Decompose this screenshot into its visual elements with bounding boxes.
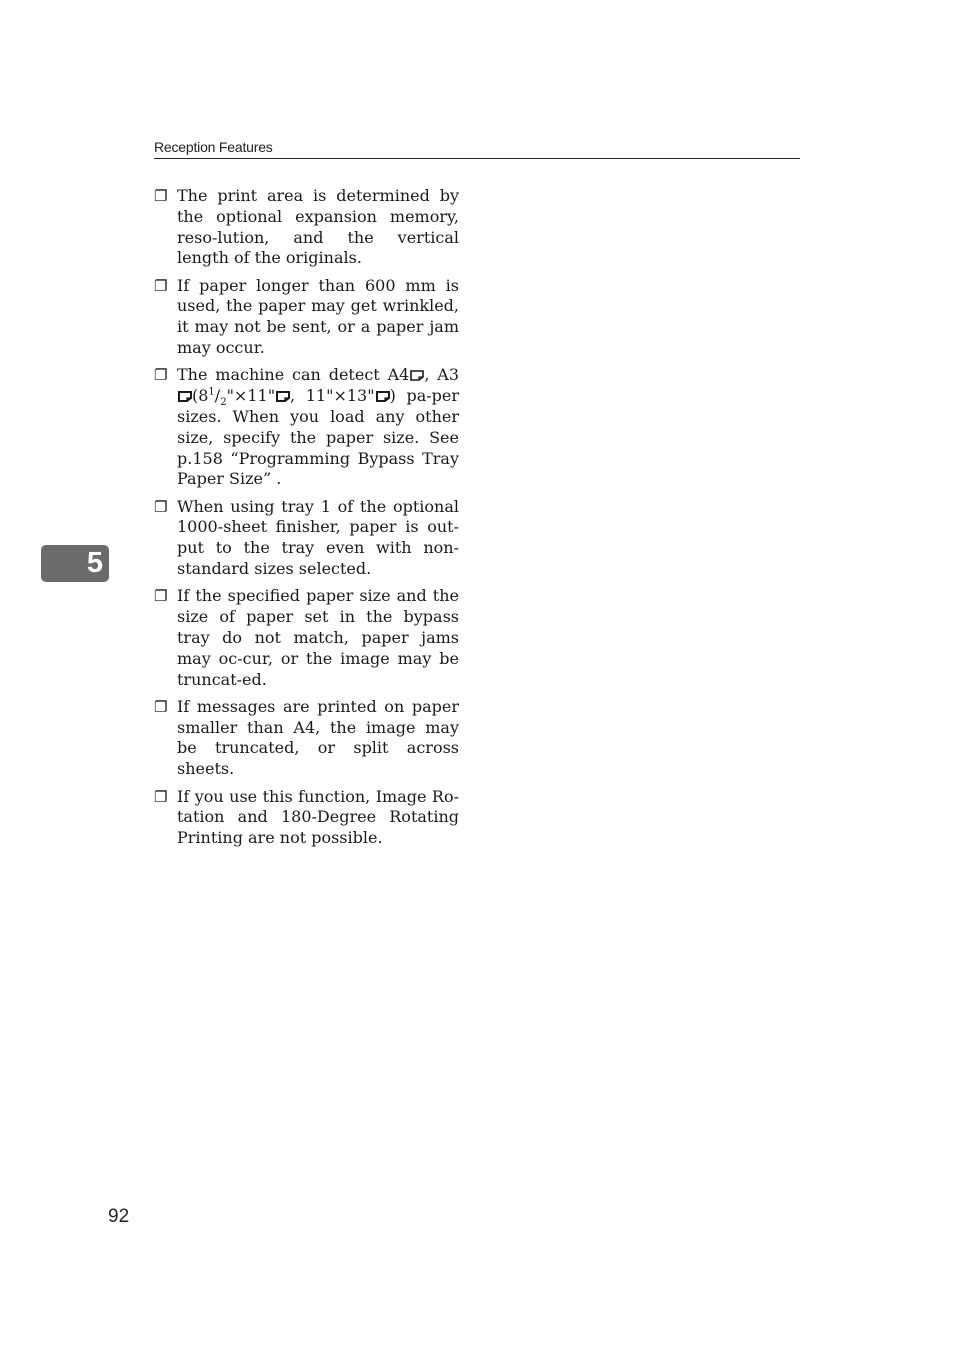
checkbox-bullet-icon: ❐ <box>154 276 168 295</box>
checkbox-bullet-icon: ❐ <box>154 697 168 716</box>
note-item <box>154 586 459 690</box>
portrait-orientation-icon <box>410 370 424 381</box>
checkbox-bullet-icon: ❐ <box>154 587 168 606</box>
checkbox-bullet-icon: ❐ <box>154 187 168 205</box>
landscape-orientation-icon <box>276 391 290 402</box>
checkbox-bullet-icon: ❐ <box>154 787 168 806</box>
page-number: 92 <box>108 1206 130 1227</box>
checkbox-bullet-icon: ❐ <box>154 366 168 385</box>
note-item <box>154 697 459 780</box>
note-text: If you use this function, Image Ro-tation and 180-Degree Rotating Printing are not possible. <box>177 786 459 848</box>
note-text: If messages are printed on paper smaller than A4, the image may be truncated, or split across sheets. <box>177 696 459 779</box>
landscape-orientation-icon <box>178 391 192 402</box>
note-item <box>154 276 459 359</box>
landscape-orientation-icon <box>376 391 390 402</box>
note-text: If paper longer than 600 mm is used, the paper may get wrinkled, it may not be sent, or a paper jam may occur. <box>177 275 459 358</box>
chapter-number: 5 <box>86 547 103 579</box>
header-rule <box>154 158 800 159</box>
note-text: If the specified paper size and the size of paper set in the bypass tray do not match, paper jams may oc-cur, or the image may be truncat-ed. <box>177 586 459 689</box>
note-item <box>154 787 459 849</box>
running-header: Reception Features <box>154 139 273 155</box>
checkbox-bullet-icon: ❐ <box>154 497 168 516</box>
note-item <box>154 365 459 490</box>
note-item <box>154 497 459 580</box>
notes-list <box>154 186 459 855</box>
note-text: The machine can detect A4 , A3 ($8^1/_2"\times 11$" , 11"×13" ) pa-per sizes. When you load any other size, specify the paper size. See p.158 “Programming Bypass Tray Paper Size” . <box>177 365 459 489</box>
note-text: When using tray 1 of the optional 1000-sheet finisher, paper is out-put to the tray even with non-standard sizes selected. <box>177 496 459 579</box>
note-item <box>154 186 459 269</box>
note-text: The print area is determined by the optional expansion memory, reso-lution, and the vertical length of the originals. <box>177 186 459 268</box>
chapter-tab <box>41 545 109 582</box>
